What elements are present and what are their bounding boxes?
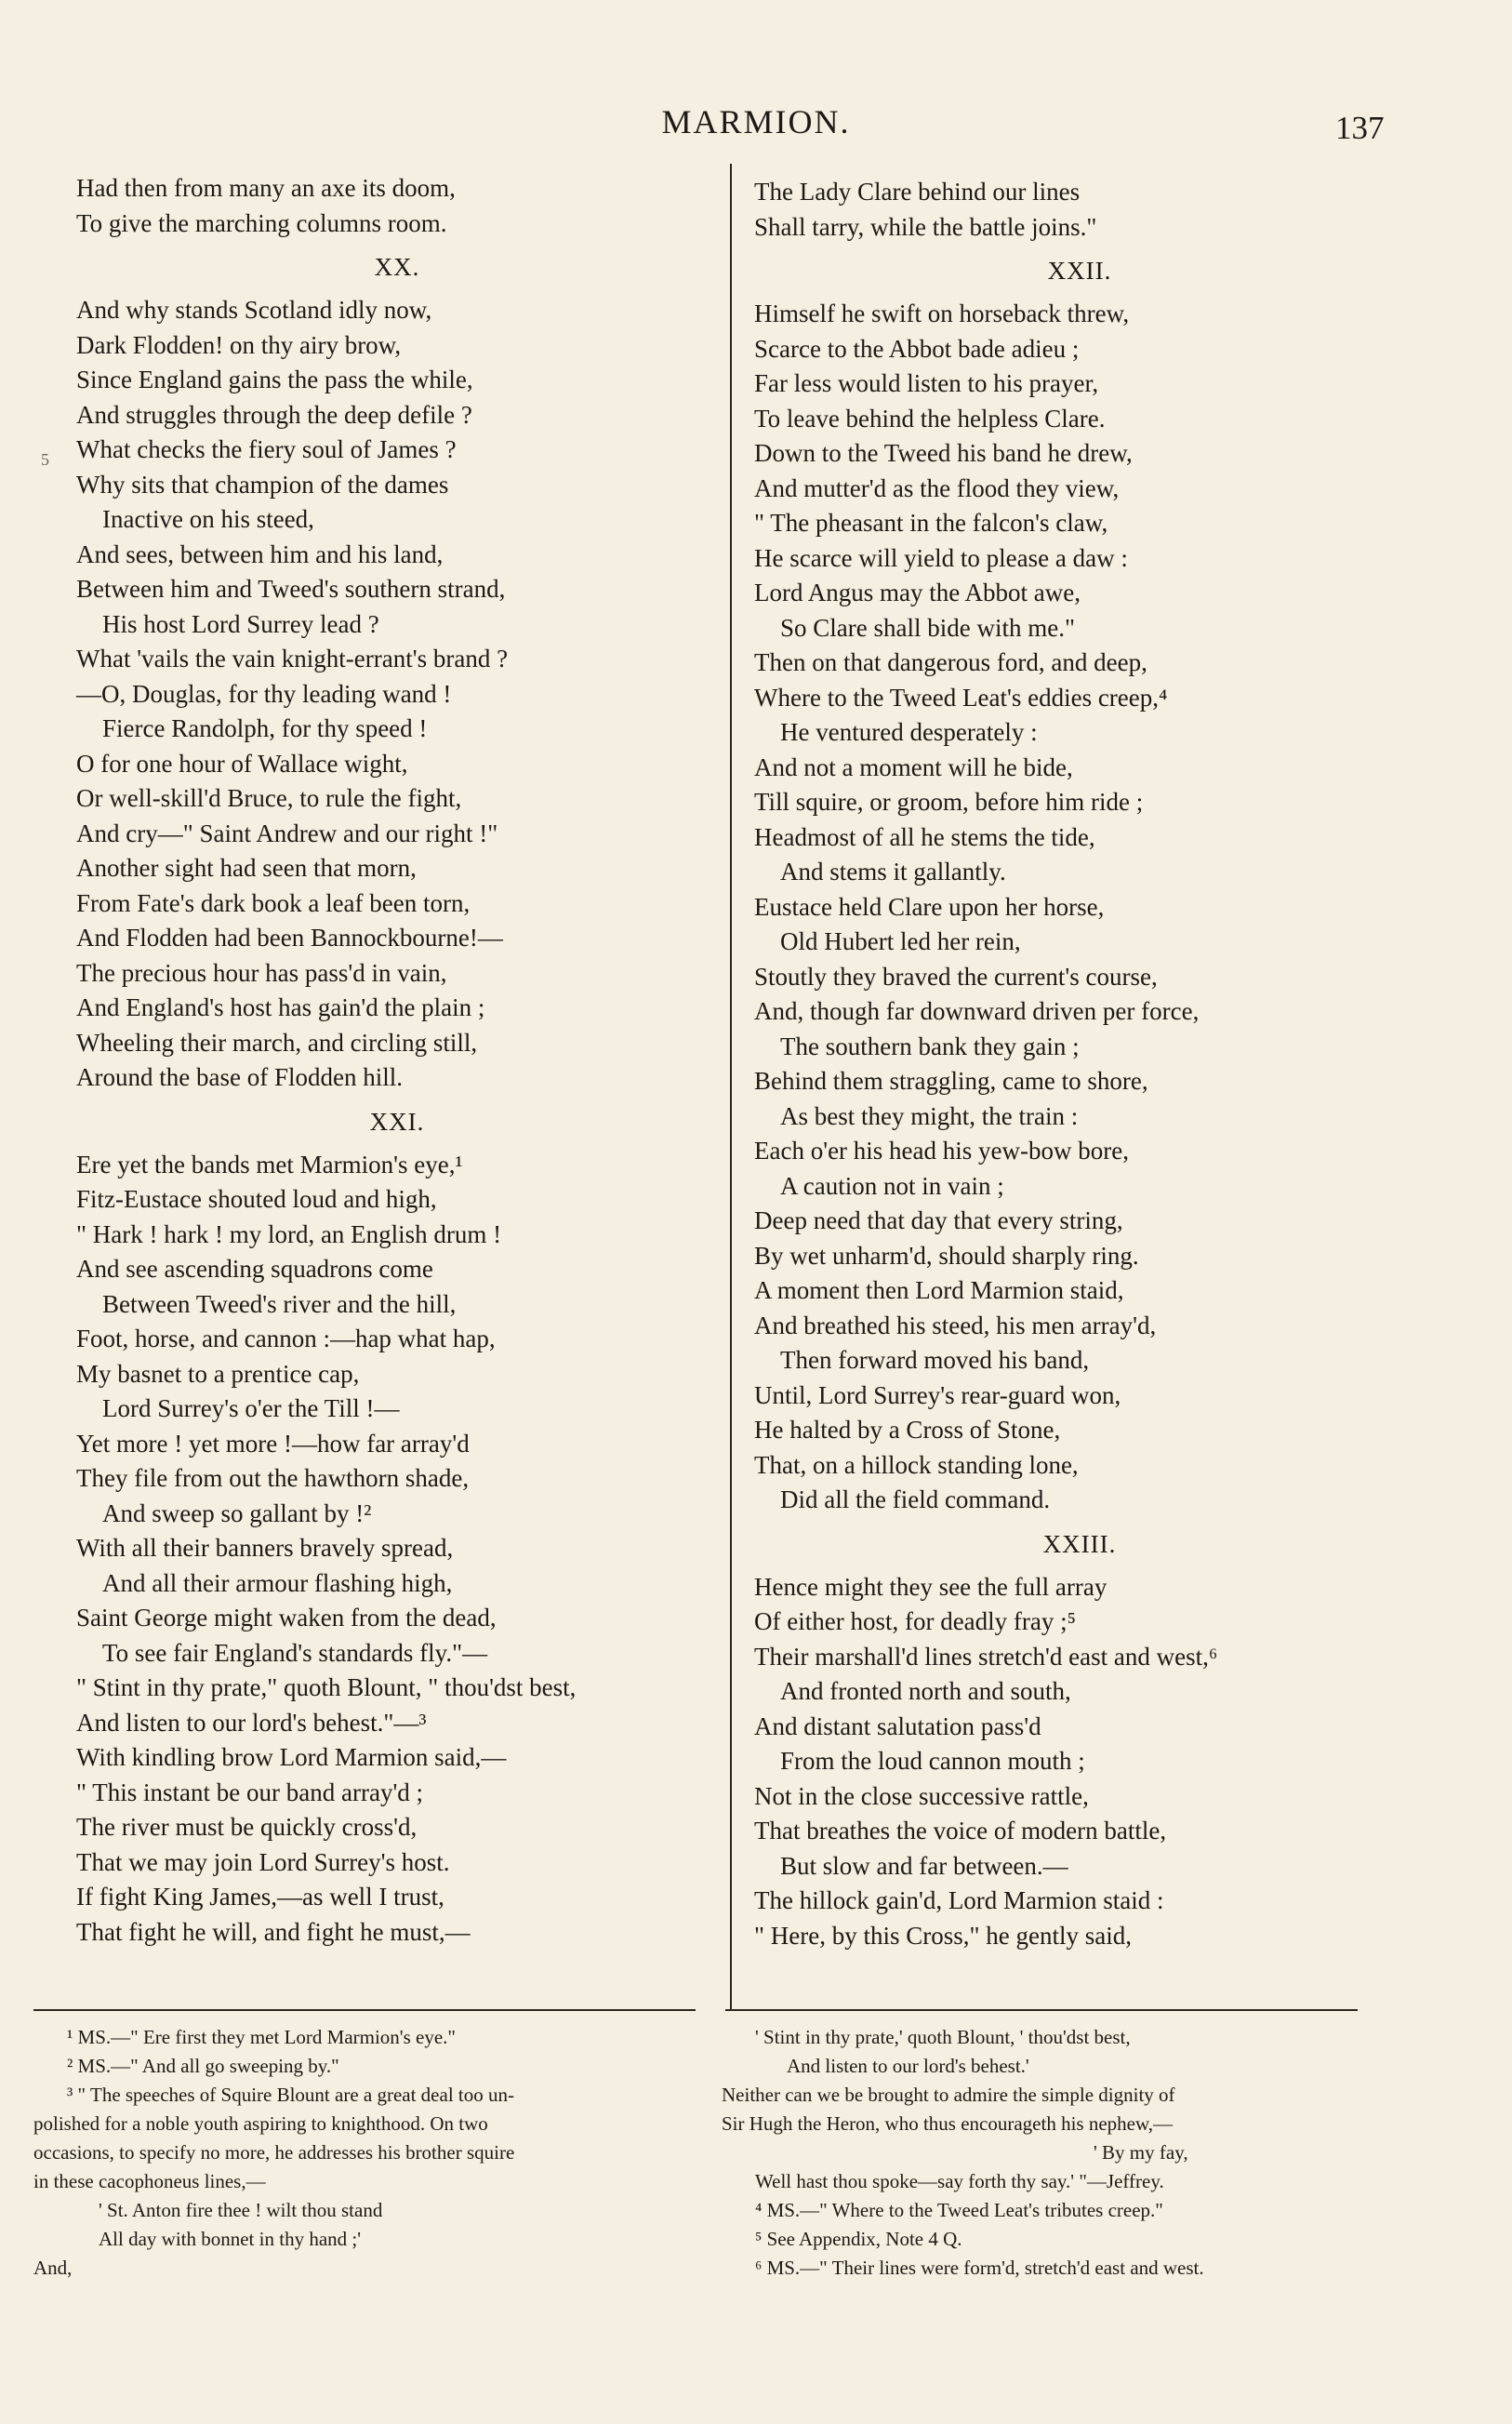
footnote-line: All day with bonnet in thy hand ;' xyxy=(99,2228,362,2250)
footnote-line: ³ " The speeches of Squire Blount are a great deal too un- xyxy=(67,2084,514,2106)
verse-line: Why sits that champion of the dames xyxy=(76,470,449,499)
verse-line: The river must be quickly cross'd, xyxy=(76,1813,418,1841)
verse-line: Not in the close successive rattle, xyxy=(754,1781,1089,1810)
footnote-line: Well hast thou spoke—say forth thy say.' "—Jeffrey. xyxy=(755,2170,1164,2192)
left-column xyxy=(76,171,718,1950)
verse-line: Headmost of all he stems the tide, xyxy=(754,822,1095,851)
verse-line: Till squire, or groom, before him ride ; xyxy=(754,788,1144,816)
verse-line: Did all the field command. xyxy=(780,1485,1051,1513)
verse-line: Fierce Randolph, for thy speed ! xyxy=(102,714,428,742)
verse-line: By wet unharm'd, should sharply ring. xyxy=(754,1241,1139,1270)
verse-line: And listen to our lord's behest."—³ xyxy=(76,1708,427,1737)
verse-line: What 'vails the vain knight-errant's brand ? xyxy=(76,645,509,673)
footnote-line: polished for a noble youth aspiring to knighthood. On two xyxy=(33,2112,488,2135)
verse-line: Hence might they see the full array xyxy=(754,1572,1107,1601)
footnote-line: ² MS.—" And all go sweeping by." xyxy=(67,2055,339,2077)
verse-line: Lord Surrey's o'er the Till !— xyxy=(102,1394,400,1422)
verse-line: Then forward moved his band, xyxy=(780,1346,1090,1374)
verse-line: And why stands Scotland idly now, xyxy=(76,296,432,324)
footnote-line: And, xyxy=(33,2257,73,2279)
stanza-heading: XXI. xyxy=(369,1107,425,1136)
footnote-line: ⁵ See Appendix, Note 4 Q. xyxy=(755,2228,962,2250)
verse-line: From the loud cannon mouth ; xyxy=(780,1747,1085,1775)
footnotes-left xyxy=(33,2023,696,2283)
verse-line: But slow and far between.— xyxy=(780,1851,1068,1880)
verse-line: And Flodden had been Bannockbourne!— xyxy=(76,924,503,952)
verse-line: The hillock gain'd, Lord Marmion staid : xyxy=(754,1886,1164,1914)
footnote-line: ¹ MS.—" Ere first they met Lord Marmion's eye." xyxy=(67,2026,456,2048)
footnote-line: ⁶ MS.—" Their lines were form'd, stretch'd east and west. xyxy=(755,2257,1204,2279)
footnote-line: Sir Hugh the Heron, who thus encourageth his nephew,— xyxy=(722,2112,1174,2135)
verse-line: The southern bank they gain ; xyxy=(780,1032,1080,1060)
verse-line: Behind them straggling, came to shore, xyxy=(754,1067,1148,1095)
verse-line: Old Hubert led her rein, xyxy=(780,927,1021,955)
stanza-heading: XXIII. xyxy=(1042,1529,1117,1558)
verse-line: Fitz-Eustace shouted loud and high, xyxy=(76,1185,437,1213)
verse-line: Stoutly they braved the current's course, xyxy=(754,962,1158,991)
footnote-line: in these cacophoneus lines,— xyxy=(33,2170,266,2192)
verse-line: Saint George might waken from the dead, xyxy=(76,1604,497,1632)
footnotes-right xyxy=(722,2023,1373,2283)
verse-line: " Here, by this Cross," he gently said, xyxy=(754,1921,1132,1950)
verse-line: And sees, between him and his land, xyxy=(76,539,444,568)
verse-line: And not a moment will he bide, xyxy=(754,753,1073,781)
footnote-line: ' St. Anton fire thee ! wilt thou stand xyxy=(99,2199,383,2221)
verse-line: A moment then Lord Marmion staid, xyxy=(754,1276,1124,1304)
verse-line: And mutter'd as the flood they view, xyxy=(754,473,1120,502)
verse-line: Until, Lord Surrey's rear-guard won, xyxy=(754,1380,1121,1409)
verse-line: With all their banners bravely spread, xyxy=(76,1534,454,1562)
verse-line: To leave behind the helpless Clare. xyxy=(754,404,1106,433)
verse-line: And fronted north and south, xyxy=(780,1677,1071,1705)
footnote-line: ' Stint in thy prate,' quoth Blount, ' thou'dst best, xyxy=(755,2026,1131,2048)
page-number: 137 xyxy=(1335,110,1385,146)
verse-line: With kindling brow Lord Marmion said,— xyxy=(76,1743,507,1771)
verse-line: Had then from many an axe its doom, xyxy=(76,174,456,202)
verse-line: Shall tarry, while the battle joins." xyxy=(754,212,1097,241)
verse-line: He ventured desperately : xyxy=(780,718,1038,746)
verse-line: " This instant be our band array'd ; xyxy=(76,1778,424,1806)
verse-line: The precious hour has pass'd in vain, xyxy=(76,958,447,987)
verse-line: Yet more ! yet more !—how far array'd xyxy=(76,1429,470,1458)
verse-line: And see ascending squadrons come xyxy=(76,1255,433,1283)
footnote-line: occasions, to specify no more, he addresses his brother squire xyxy=(33,2141,515,2164)
verse-line: His host Lord Surrey lead ? xyxy=(102,609,379,638)
verse-line: That fight he will, and fight he must,— xyxy=(76,1917,471,1946)
footnote-line: And listen to our lord's behest.' xyxy=(787,2055,1029,2077)
footnote-line: ⁴ MS.—" Where to the Tweed Leat's tributes creep." xyxy=(755,2199,1163,2221)
verse-line: Lord Angus may the Abbot awe, xyxy=(754,579,1081,606)
verse-line: And England's host has gain'd the plain ; xyxy=(76,993,485,1021)
verse-line: " Hark ! hark ! my lord, an English drum ! xyxy=(76,1219,502,1248)
verse-line: And breathed his steed, his men array'd, xyxy=(754,1311,1157,1339)
verse-line: —O, Douglas, for thy leading wand ! xyxy=(76,679,452,708)
verse-line: From Fate's dark book a leaf been torn, xyxy=(76,888,471,917)
verse-line: Eustace held Clare upon her horse, xyxy=(754,892,1105,921)
verse-line: Then on that dangerous ford, and deep, xyxy=(754,648,1147,676)
verse-line: To give the marching columns room. xyxy=(76,208,447,237)
verse-line: Deep need that day that every string, xyxy=(754,1206,1123,1234)
verse-line: If fight King James,—as well I trust, xyxy=(76,1883,444,1911)
verse-line: And, though far downward driven per force, xyxy=(754,997,1200,1025)
stanza-heading: XXII. xyxy=(1047,257,1112,285)
verse-line: The Lady Clare behind our lines xyxy=(754,178,1081,206)
verse-line: Ere yet the bands met Marmion's eye,¹ xyxy=(76,1150,463,1179)
verse-line: Foot, horse, and cannon :—hap what hap, xyxy=(76,1325,496,1352)
verse-line: And cry—" Saint Andrew and our right !" xyxy=(76,819,498,847)
footnote-rule-left xyxy=(33,2009,696,2011)
verse-line: Between Tweed's river and the hill, xyxy=(102,1289,457,1318)
verse-line: Down to the Tweed his band he drew, xyxy=(754,439,1133,467)
verse-line: Far less would listen to his prayer, xyxy=(754,369,1099,397)
verse-line: Between him and Tweed's southern strand, xyxy=(76,575,506,603)
footnote-line: ' By my fay, xyxy=(1094,2141,1188,2164)
verse-line: They file from out the hawthorn shade, xyxy=(76,1464,470,1492)
verse-line: Since England gains the pass the while, xyxy=(76,366,473,393)
verse-line: O for one hour of Wallace wight, xyxy=(76,749,408,778)
verse-line: Dark Flodden! on thy airy brow, xyxy=(76,330,402,359)
verse-line: And all their armour flashing high, xyxy=(102,1568,453,1597)
verse-line: And sweep so gallant by !² xyxy=(102,1498,372,1527)
verse-line: And stems it gallantly. xyxy=(780,858,1006,886)
verse-line: Another sight had seen that morn, xyxy=(76,854,417,882)
verse-line: Wheeling their march, and circling still, xyxy=(76,1028,478,1057)
verse-line: Of either host, for deadly fray ;⁵ xyxy=(754,1607,1077,1635)
verse-line: Or well-skill'd Bruce, to rule the fight, xyxy=(76,784,462,812)
verse-line: To see fair England's standards fly."— xyxy=(102,1638,488,1667)
margin-mark: 5 xyxy=(41,450,49,469)
verse-line: What checks the fiery soul of James ? xyxy=(76,435,457,463)
verse-line: " Stint in thy prate," quoth Blount, " thou'dst best, xyxy=(76,1673,577,1701)
verse-line: That, on a hillock standing lone, xyxy=(754,1450,1079,1479)
right-column xyxy=(754,175,1405,1953)
verse-line: And distant salutation pass'd xyxy=(754,1711,1041,1740)
running-head: MARMION. xyxy=(661,103,851,140)
verse-line: Their marshall'd lines stretch'd east and west,⁶ xyxy=(754,1642,1218,1671)
footnote-rule-right xyxy=(725,2009,1358,2011)
verse-line: Around the base of Flodden hill. xyxy=(76,1063,403,1091)
column-divider xyxy=(730,164,732,2011)
verse-line: So Clare shall bide with me." xyxy=(780,613,1075,642)
verse-line: Each o'er his head his yew-bow bore, xyxy=(754,1137,1129,1165)
verse-line: Himself he swift on horseback threw, xyxy=(754,300,1130,327)
verse-line: He halted by a Cross of Stone, xyxy=(754,1416,1061,1444)
verse-line: A caution not in vain ; xyxy=(780,1171,1004,1200)
verse-line: As best they might, the train : xyxy=(780,1101,1079,1130)
verse-line: He scarce will yield to please a daw : xyxy=(754,543,1128,572)
verse-line: My basnet to a prentice cap, xyxy=(76,1359,360,1388)
footnote-line: Neither can we be brought to admire the simple dignity of xyxy=(722,2084,1175,2106)
verse-line: That breathes the voice of modern battle, xyxy=(754,1817,1167,1845)
verse-line: That we may join Lord Surrey's host. xyxy=(76,1847,450,1876)
verse-line: Where to the Tweed Leat's eddies creep,⁴ xyxy=(754,683,1168,712)
verse-line: Inactive on his steed, xyxy=(102,505,314,533)
verse-line: And struggles through the deep defile ? xyxy=(76,400,472,429)
stanza-heading: XX. xyxy=(374,253,420,281)
verse-line: " The pheasant in the falcon's claw, xyxy=(754,509,1108,537)
verse-line: Scarce to the Abbot bade adieu ; xyxy=(754,334,1080,363)
